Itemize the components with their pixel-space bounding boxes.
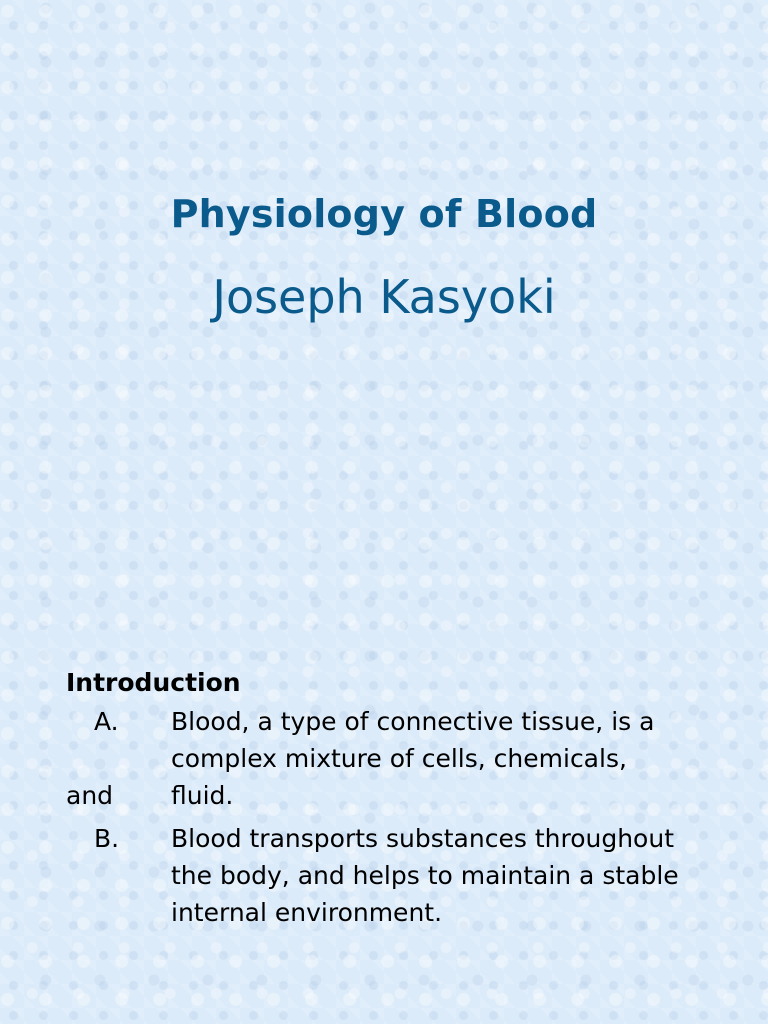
list-marker: A. xyxy=(94,707,119,736)
text-line: fluid. xyxy=(171,781,234,810)
slide-title: Physiology of Blood xyxy=(170,192,598,236)
text-line: Blood transports substances throughout xyxy=(171,824,674,853)
list-marker: B. xyxy=(94,824,120,853)
stray-word: and xyxy=(66,781,114,810)
author-name: Joseph Kasyoki xyxy=(212,270,556,324)
marker-spacer xyxy=(66,740,171,777)
list-item-a xyxy=(66,703,726,814)
list-marker-column xyxy=(66,820,171,931)
text-line: internal environment. xyxy=(171,898,443,927)
list-item-text xyxy=(171,703,726,814)
text-line: complex mixture of cells, chemicals, xyxy=(171,744,627,773)
introduction-heading: Introduction xyxy=(66,668,241,697)
text-line: the body, and helps to maintain a stable xyxy=(171,861,679,890)
text-line: Blood, a type of connective tissue, is a xyxy=(171,707,655,736)
list-item-b xyxy=(66,820,726,931)
introduction-section xyxy=(66,664,726,937)
list-marker-column xyxy=(66,703,171,814)
list-item-text xyxy=(171,820,726,931)
